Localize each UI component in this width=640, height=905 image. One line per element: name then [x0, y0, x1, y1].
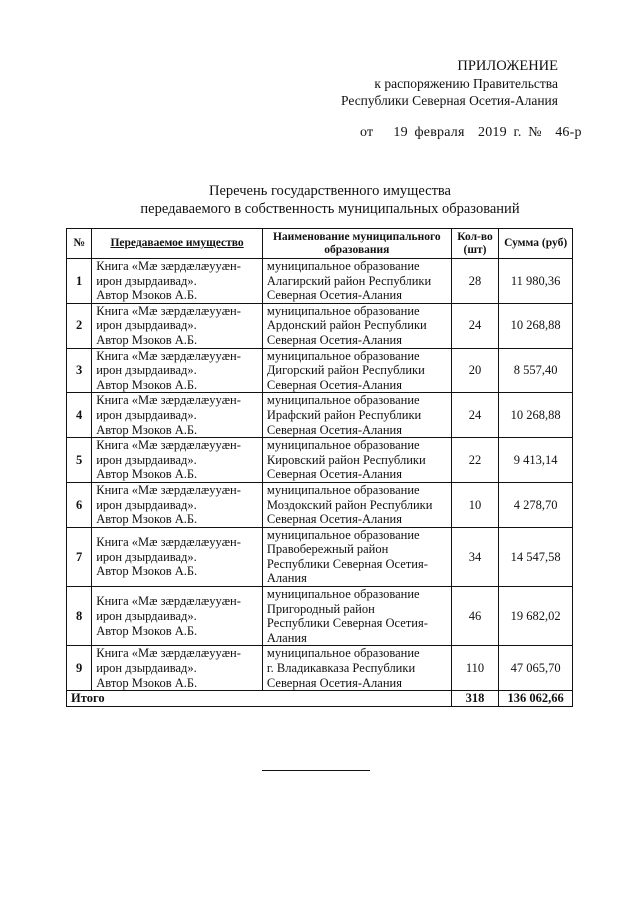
- row-municipality: [262, 393, 451, 438]
- table-row: [67, 393, 573, 438]
- municipality-line: муниципальное образование: [266, 587, 420, 602]
- row-number: 8: [67, 587, 92, 646]
- total-qty: 318: [451, 691, 498, 707]
- row-item: [92, 348, 263, 393]
- item-line: ирон дзырдаивад».: [96, 661, 197, 676]
- item-line: Автор Мзоков А.Б.: [96, 467, 198, 482]
- item-line: Книга «Мæ зæрдæлæууæн-: [96, 393, 241, 408]
- row-item: [92, 646, 263, 691]
- appendix-republic-line: Республики Северная Осетия-Алания: [341, 93, 558, 108]
- row-municipality: [262, 482, 451, 527]
- row-quantity: 110: [451, 646, 498, 691]
- item-line: ирон дзырдаивад».: [96, 549, 197, 564]
- municipality-line: муниципальное образование: [266, 303, 420, 318]
- municipality-line: Пригородный район: [266, 601, 375, 616]
- row-item: [92, 587, 263, 646]
- row-item: [92, 482, 263, 527]
- table-row: [67, 259, 573, 304]
- item-line: Автор Мзоков А.Б.: [96, 332, 198, 347]
- item-line: Книга «Мæ зæрдæлæууæн-: [96, 646, 241, 661]
- table-row: [67, 348, 573, 393]
- row-municipality: [262, 348, 451, 393]
- row-sum: 8 557,40: [499, 348, 573, 393]
- item-line: Автор Мзоков А.Б.: [96, 623, 198, 638]
- document-title: [60, 182, 600, 218]
- header-qty: Кол-во (шт): [451, 229, 498, 259]
- item-line: Книга «Мæ зæрдæлæууæн-: [96, 438, 241, 453]
- municipality-line: Республики Северная Осетия-: [266, 616, 428, 631]
- header-org: Наименование муниципального образования: [262, 229, 451, 259]
- table-row: [67, 646, 573, 691]
- municipality-line: Дигорский район Республики: [266, 363, 425, 378]
- row-sum: 14 547,58: [499, 527, 573, 586]
- item-line: ирон дзырдаивад».: [96, 608, 197, 623]
- row-item: [92, 527, 263, 586]
- municipality-line: Алагирский район Республики: [266, 273, 432, 288]
- title-line-1: Перечень государственного имущества: [208, 183, 451, 199]
- signature-divider: [262, 770, 370, 771]
- item-line: ирон дзырдаивад».: [96, 318, 197, 333]
- municipality-line: Северная Осетия-Алания: [266, 675, 402, 690]
- item-line: Книга «Мæ зæрдæлæууæн-: [96, 303, 241, 318]
- municipality-line: Алания: [266, 630, 307, 645]
- item-line: ирон дзырдаивад».: [96, 273, 197, 288]
- row-quantity: 34: [451, 527, 498, 586]
- municipality-line: муниципальное образование: [266, 482, 420, 497]
- item-line: Автор Мзоков А.Б.: [96, 564, 198, 579]
- row-municipality: [262, 587, 451, 646]
- table-header-row: [67, 229, 573, 259]
- table-row: [67, 438, 573, 483]
- municipality-line: Моздокский район Республики: [266, 497, 433, 512]
- title-line-2: передаваемого в собственность муниципальных образований: [140, 201, 520, 217]
- row-sum: 47 065,70: [499, 646, 573, 691]
- municipality-line: муниципальное образование: [266, 259, 420, 273]
- header-num: №: [67, 229, 92, 259]
- row-quantity: 20: [451, 348, 498, 393]
- municipality-line: Северная Осетия-Алания: [266, 512, 402, 527]
- municipality-line: Северная Осетия-Алания: [266, 288, 402, 303]
- appendix-decree-line: к распоряжению Правительства: [374, 76, 558, 91]
- row-number: 9: [67, 646, 92, 691]
- row-item: [92, 438, 263, 483]
- row-number: 5: [67, 438, 92, 483]
- total-label: Итого: [67, 691, 452, 707]
- item-line: Книга «Мæ зæрдæлæууæн-: [96, 594, 241, 609]
- municipality-line: Ардонский район Республики: [266, 318, 427, 333]
- item-line: Автор Мзоков А.Б.: [96, 422, 198, 437]
- row-number: 7: [67, 527, 92, 586]
- row-number: 2: [67, 303, 92, 348]
- item-line: Автор Мзоков А.Б.: [96, 675, 198, 690]
- row-sum: 11 980,36: [499, 259, 573, 304]
- municipality-line: Алания: [266, 571, 307, 586]
- municipality-line: Северная Осетия-Алания: [266, 422, 402, 437]
- table-row: [67, 482, 573, 527]
- item-line: Автор Мзоков А.Б.: [96, 288, 198, 303]
- row-quantity: 22: [451, 438, 498, 483]
- municipality-line: муниципальное образование: [266, 438, 420, 453]
- row-quantity: 24: [451, 303, 498, 348]
- table-body: [67, 259, 573, 691]
- property-table: [66, 228, 573, 707]
- row-municipality: [262, 259, 451, 304]
- row-municipality: [262, 527, 451, 586]
- row-quantity: 10: [451, 482, 498, 527]
- item-line: ирон дзырдаивад».: [96, 497, 197, 512]
- total-sum: 136 062,66: [499, 691, 573, 707]
- municipality-line: Северная Осетия-Алания: [266, 467, 402, 482]
- item-line: Книга «Мæ зæрдæлæууæн-: [96, 482, 241, 497]
- item-line: ирон дзырдаивад».: [96, 452, 197, 467]
- municipality-line: Правобережный район: [266, 542, 389, 557]
- row-item: [92, 393, 263, 438]
- table-row: [67, 303, 573, 348]
- row-number: 3: [67, 348, 92, 393]
- row-sum: 10 268,88: [499, 393, 573, 438]
- table-row: [67, 587, 573, 646]
- row-sum: 9 413,14: [499, 438, 573, 483]
- row-municipality: [262, 303, 451, 348]
- item-line: Автор Мзоков А.Б.: [96, 512, 198, 527]
- order-date-number: от 19 февраля 2019 г. № 46-р: [360, 125, 582, 140]
- row-municipality: [262, 438, 451, 483]
- row-quantity: 46: [451, 587, 498, 646]
- municipality-line: г. Владикавказа Республики: [266, 661, 416, 676]
- municipality-line: Кировский район Республики: [266, 452, 426, 467]
- item-line: Книга «Мæ зæрдæлæууæн-: [96, 259, 241, 273]
- row-quantity: 28: [451, 259, 498, 304]
- appendix-header: [300, 58, 558, 109]
- total-row: [67, 691, 573, 707]
- header-sum: Сумма (руб): [499, 229, 573, 259]
- item-line: Автор Мзоков А.Б.: [96, 377, 198, 392]
- row-item: [92, 259, 263, 304]
- row-number: 6: [67, 482, 92, 527]
- item-line: Книга «Мæ зæрдæлæууæн-: [96, 534, 241, 549]
- row-number: 1: [67, 259, 92, 304]
- table-row: [67, 527, 573, 586]
- row-municipality: [262, 646, 451, 691]
- row-number: 4: [67, 393, 92, 438]
- row-quantity: 24: [451, 393, 498, 438]
- municipality-line: муниципальное образование: [266, 646, 420, 661]
- item-line: ирон дзырдаивад».: [96, 363, 197, 378]
- municipality-line: Республики Северная Осетия-: [266, 556, 428, 571]
- row-sum: 10 268,88: [499, 303, 573, 348]
- municipality-line: муниципальное образование: [266, 393, 420, 408]
- municipality-line: Северная Осетия-Алания: [266, 332, 402, 347]
- row-sum: 4 278,70: [499, 482, 573, 527]
- header-item: Передаваемое имущество: [92, 229, 263, 259]
- row-sum: 19 682,02: [499, 587, 573, 646]
- municipality-line: Северная Осетия-Алания: [266, 377, 402, 392]
- municipality-line: муниципальное образование: [266, 527, 420, 542]
- appendix-label: ПРИЛОЖЕНИЕ: [457, 58, 558, 74]
- item-line: Книга «Мæ зæрдæлæууæн-: [96, 348, 241, 363]
- row-item: [92, 303, 263, 348]
- item-line: ирон дзырдаивад».: [96, 407, 197, 422]
- municipality-line: Ирафский район Республики: [266, 407, 422, 422]
- municipality-line: муниципальное образование: [266, 348, 420, 363]
